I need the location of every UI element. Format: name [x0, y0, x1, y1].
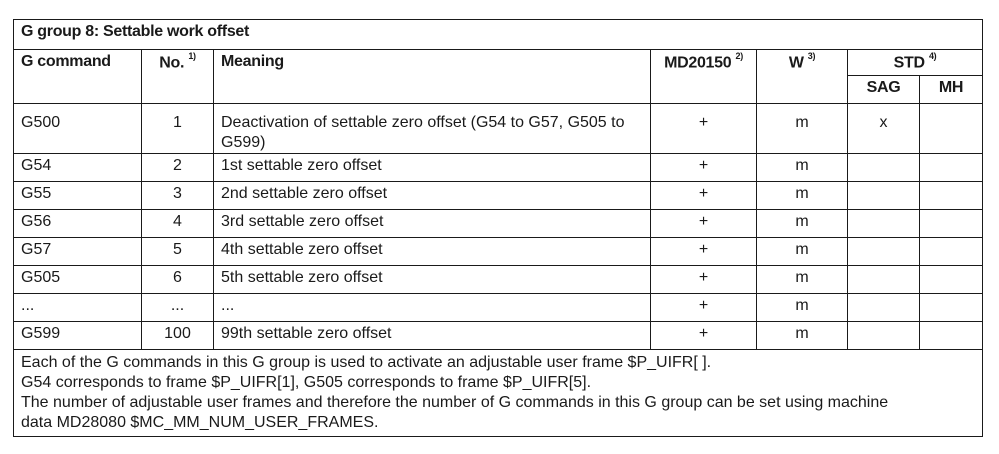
cell-g-command: G54 — [14, 154, 142, 182]
cell-no: ... — [142, 294, 214, 322]
table-footnote — [14, 350, 983, 437]
footnote-line: Each of the G commands in this G group is used to activate an adjustable user frame $P_UIFR[ ]. — [21, 354, 712, 371]
cell-w: m — [757, 294, 848, 322]
cell-no: 6 — [142, 266, 214, 294]
cell-meaning: 3rd settable zero offset — [214, 210, 651, 238]
cell-md20150: + — [651, 182, 757, 210]
footnote-line: G54 corresponds to frame $P_UIFR[1], G505 corresponds to frame $P_UIFR[5]. — [21, 374, 592, 391]
footnote-line: The number of adjustable user frames and therefore the number of G commands in this G group can be set using machine — [21, 394, 889, 411]
cell-mh — [920, 154, 983, 182]
cell-md20150: + — [651, 104, 757, 154]
cell-meaning: 1st settable zero offset — [214, 154, 651, 182]
cell-md20150: + — [651, 266, 757, 294]
cell-g-command: G57 — [14, 238, 142, 266]
table-row — [14, 322, 983, 350]
cell-no: 100 — [142, 322, 214, 350]
cell-sag — [848, 210, 920, 238]
cell-mh — [920, 104, 983, 154]
cell-mh — [920, 210, 983, 238]
cell-no: 5 — [142, 238, 214, 266]
header-sag: SAG — [848, 76, 920, 104]
cell-no: 3 — [142, 182, 214, 210]
table-row — [14, 104, 983, 154]
cell-sag — [848, 266, 920, 294]
table-row — [14, 154, 983, 182]
cell-meaning: 4th settable zero offset — [214, 238, 651, 266]
cell-w: m — [757, 104, 848, 154]
table-row — [14, 210, 983, 238]
cell-w: m — [757, 154, 848, 182]
cell-md20150: + — [651, 322, 757, 350]
cell-mh — [920, 322, 983, 350]
cell-md20150: + — [651, 238, 757, 266]
cell-mh — [920, 182, 983, 210]
table-row — [14, 238, 983, 266]
cell-meaning: Deactivation of settable zero offset (G54 to G57, G505 to G599) — [214, 104, 651, 154]
footnote-line: data MD28080 $MC_MM_NUM_USER_FRAMES. — [21, 414, 379, 431]
header-g-command: G command — [14, 50, 142, 104]
cell-meaning: ... — [214, 294, 651, 322]
cell-g-command: ... — [14, 294, 142, 322]
table-row — [14, 294, 983, 322]
cell-sag — [848, 182, 920, 210]
cell-w: m — [757, 210, 848, 238]
header-w: W $^{3)}$ — [757, 50, 848, 104]
cell-w: m — [757, 322, 848, 350]
cell-g-command: G599 — [14, 322, 142, 350]
cell-meaning: 99th settable zero offset — [214, 322, 651, 350]
header-meaning: Meaning — [214, 50, 651, 104]
cell-no: 1 — [142, 104, 214, 154]
cell-g-command: G505 — [14, 266, 142, 294]
cell-no: 2 — [142, 154, 214, 182]
header-no: No. $^{1)}$ — [142, 50, 214, 104]
cell-sag — [848, 322, 920, 350]
table-title: G group 8: Settable work offset — [14, 20, 983, 50]
cell-mh — [920, 266, 983, 294]
cell-meaning: 2nd settable zero offset — [214, 182, 651, 210]
header-mh: MH — [920, 76, 983, 104]
cell-w: m — [757, 182, 848, 210]
cell-mh — [920, 294, 983, 322]
header-md20150: MD20150 $^{2)}$ — [651, 50, 757, 104]
cell-md20150: + — [651, 294, 757, 322]
cell-sag — [848, 294, 920, 322]
cell-md20150: + — [651, 210, 757, 238]
cell-mh — [920, 238, 983, 266]
cell-w: m — [757, 238, 848, 266]
cell-meaning: 5th settable zero offset — [214, 266, 651, 294]
cell-sag: x — [848, 104, 920, 154]
cell-md20150: + — [651, 154, 757, 182]
cell-g-command: G55 — [14, 182, 142, 210]
cell-no: 4 — [142, 210, 214, 238]
cell-g-command: G500 — [14, 104, 142, 154]
cell-sag — [848, 238, 920, 266]
table-row — [14, 266, 983, 294]
header-std: STD $^{4)}$ — [848, 50, 983, 76]
cell-sag — [848, 154, 920, 182]
table-row — [14, 182, 983, 210]
cell-g-command: G56 — [14, 210, 142, 238]
g-group-table — [13, 19, 983, 437]
cell-w: m — [757, 266, 848, 294]
